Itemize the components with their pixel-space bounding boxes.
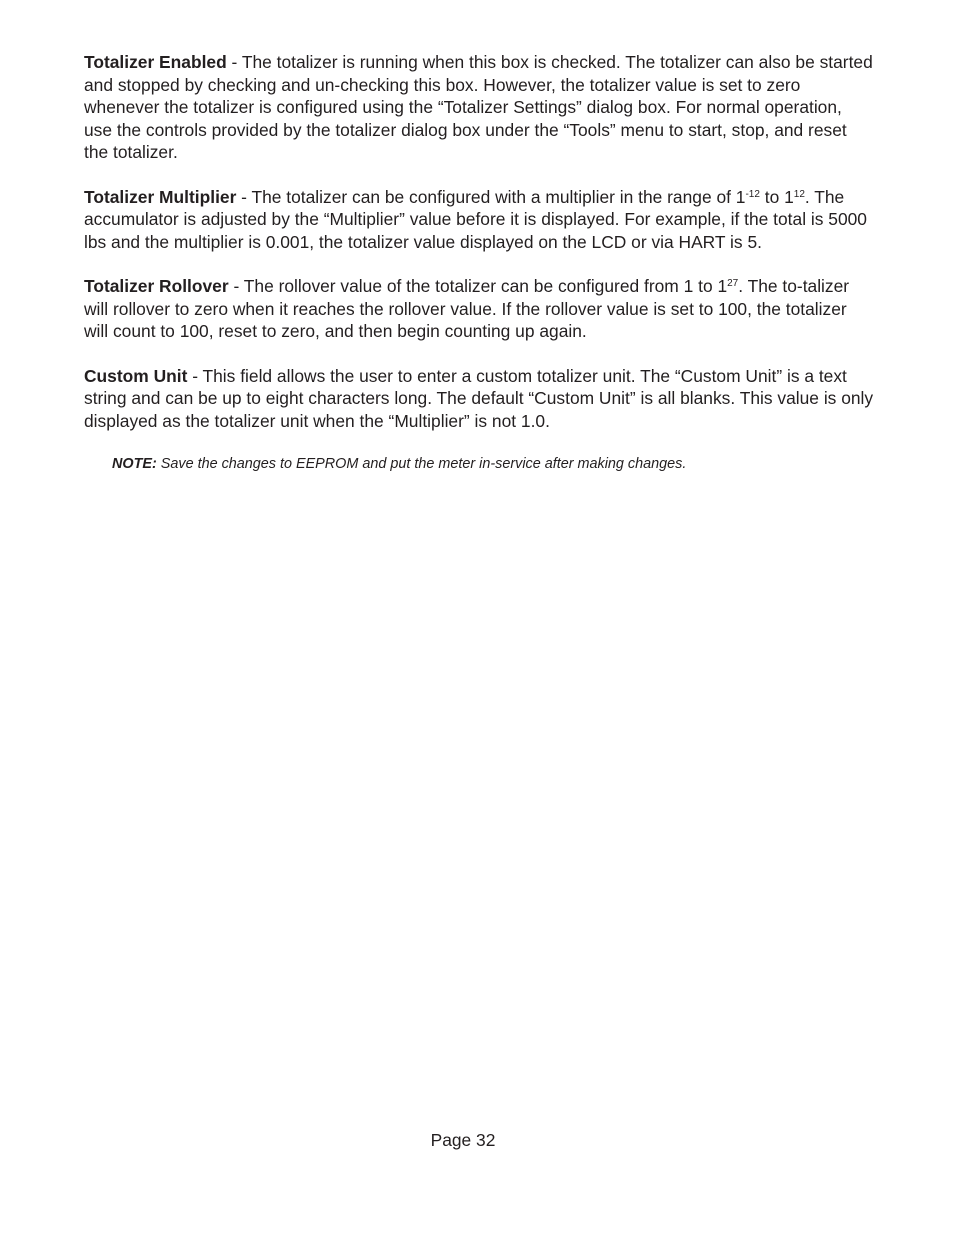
note-label: NOTE: [112, 456, 157, 472]
description-rollover-part-2: . The to-talizer will rollover to zero when it reaches the rollover value. If the rollover value is set to 100, the totalizer will count to 100, reset to zero, and then begin counting up again. [84, 276, 850, 341]
description-multiplier-part-3: . The accumulator is adjusted by the “Multiplier” value before it is displayed. For example, if the total is 5000 lbs and the multiplier is 0.001, the totalizer value displayed on the LCD or via HART is 5. [84, 186, 867, 252]
paragraph-totalizer-enabled [84, 51, 874, 164]
term-totalizer-multiplier: Totalizer Multiplier [84, 186, 237, 207]
term-custom-unit: Custom Unit [84, 365, 188, 386]
term-totalizer-rollover: Totalizer Rollover [84, 276, 229, 296]
exponent-min: -12 [745, 188, 760, 200]
description-totalizer-enabled: - The totalizer is running when this box is checked. The totalizer can also be started and stopped by checking and un-checking this box. However, the totalizer value is set to zero whenever the totalizer is configured using the “Totalizer Settings” dialog box. For normal operation, use the controls provided by the totalizer dialog box under the “Tools” menu to start, stop, and reset the totalizer. [84, 52, 873, 162]
page-number: Page 32 [430, 1130, 496, 1150]
description-multiplier-part-2: to 1 [759, 186, 794, 207]
term-totalizer-enabled: Totalizer Enabled [84, 52, 227, 72]
description-multiplier-part-1: - The totalizer can be configured with a multiplier in the range of 1 [236, 186, 746, 207]
paragraph-totalizer-multiplier [84, 186, 874, 254]
paragraph-custom-unit [84, 365, 874, 433]
exponent-max: 12 [793, 188, 805, 200]
description-rollover-part-1: - The rollover value of the totalizer can be configured from 1 to 1 [228, 276, 728, 296]
description-custom-unit: - This field allows the user to enter a custom totalizer unit. The “Custom Unit” is a text string and can be up to eight characters long. The default “Custom Unit” is all blanks. This value is only displayed as the totalizer unit when the “Multiplier” is not 1.0. [84, 365, 874, 431]
paragraph-totalizer-rollover [84, 275, 874, 343]
note [112, 456, 874, 472]
exponent-rollover: 27 [727, 278, 739, 289]
note-text: Save the changes to EEPROM and put the meter in-service after making changes. [156, 456, 687, 472]
document-body [84, 51, 874, 470]
